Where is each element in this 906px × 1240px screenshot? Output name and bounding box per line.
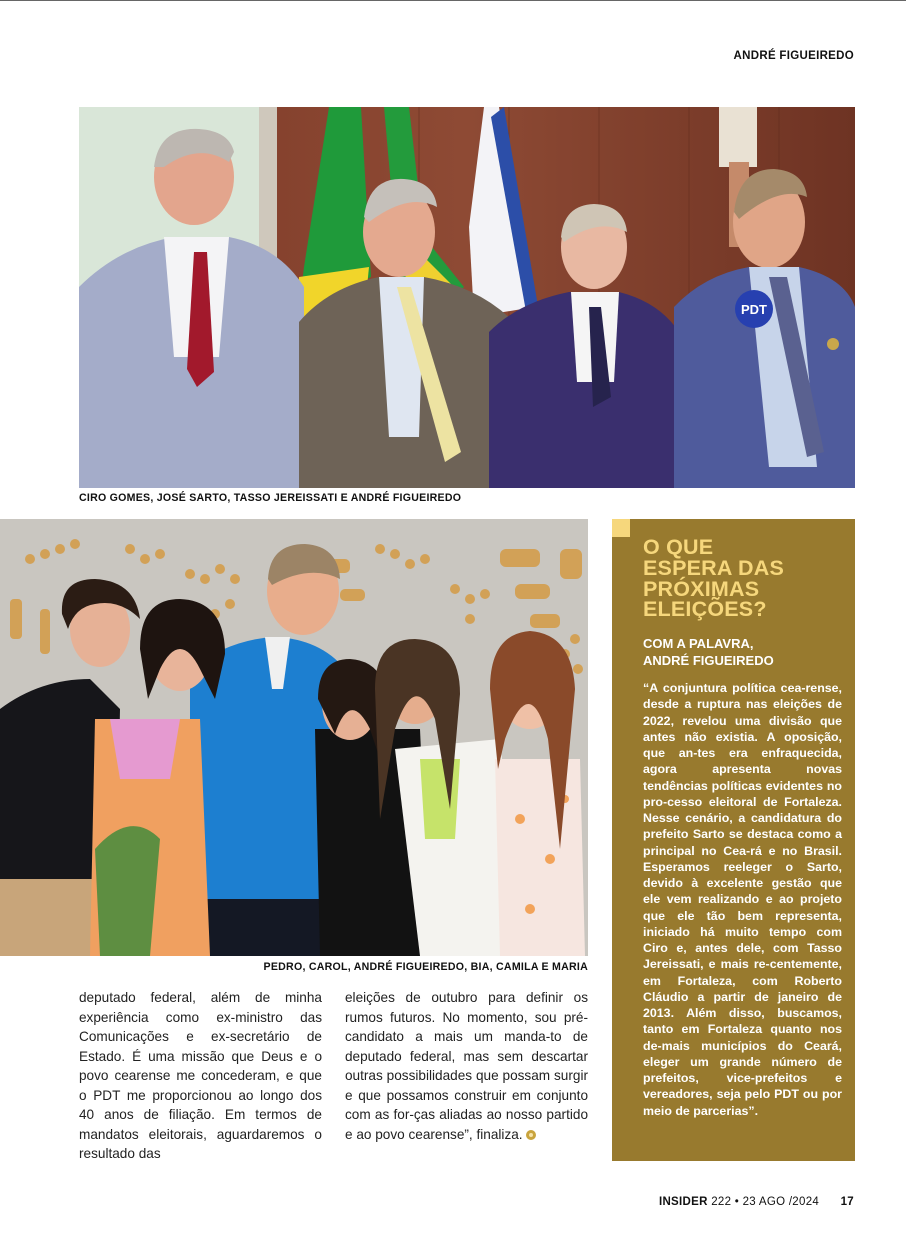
photo-family <box>0 519 588 956</box>
sidebar-title <box>643 537 848 620</box>
caption-family: PEDRO, CAROL, ANDRÉ FIGUEIREDO, BIA, CAMILA E MARIA <box>263 961 588 973</box>
photo-politicians-illustration <box>79 107 855 488</box>
body-column-2-text: eleições de outubro para definir os rumos futuros. No momento, sou pré-candidato a mais um manda-to de deputado federal, mas sem descartar outras possibilidades que possam surgir e que possamos construir em conjunto com as for-ças aliadas ao nosso partido e ao povo cearense”, finaliza. <box>345 990 588 1142</box>
sidebar-title-line: O QUE <box>643 535 714 559</box>
end-of-article-icon <box>526 1130 536 1140</box>
running-head: ANDRÉ FIGUEIREDO <box>733 50 854 62</box>
sidebar-title-line: PRÓXIMAS <box>643 576 760 601</box>
sidebar-quote: “A conjuntura política cea-rense, desde a ruptura nas eleições de 2022, revelou uma divisão que antes não existia. A oposição, que an-tes era enfraquecida, agora apresenta novas tendências políticas evidentes no pro-cesso eleitoral de Fortaleza. Nesse cenário, a candidatura do prefeito Sarto se destaca como a principal no Cea-rá e no Brasil. Esperamos reeleger o Sarto, devido à excelente gestão que ele vem realizando e ao projeto que ele tão bem representa, iniciado há muito tempo com Ciro e, antes dele, com Tasso Jereissati, e mais re-centemente, em Fortaleza, com Roberto Cláudio a partir de janeiro de 2013. Além disso, buscamos, tanto em Fortaleza quanto nos de-mais municípios do Ceará, eleger um grande número de prefeitos, vice-prefeitos e vereadores, seja pelo PDT ou por meio de parcerias”. <box>643 681 842 1118</box>
page-footer <box>659 1196 854 1208</box>
caption-politicians: CIRO GOMES, JOSÉ SARTO, TASSO JEREISSATI E ANDRÉ FIGUEIREDO <box>79 492 462 504</box>
sidebar-box <box>612 519 855 1161</box>
page-border <box>0 0 906 1</box>
page-number: 17 <box>840 1196 854 1208</box>
body-column-2 <box>345 988 588 1144</box>
magazine-name: INSIDER <box>658 1196 708 1208</box>
sidebar-subhead-line: ANDRÉ FIGUEIREDO <box>643 653 774 668</box>
sidebar-subhead-line: COM A PALAVRA, <box>643 636 754 651</box>
photo-politicians <box>79 107 855 488</box>
sidebar-title-line: ELEIÇÕES? <box>643 597 767 622</box>
svg-text:PDT: PDT <box>741 302 767 317</box>
body-column-1: deputado federal, além de minha experiência como ex-ministro das Comunicações e ex-secretário de Estado. É uma missão que Deus e o povo cearense me concederam, e que o PDT me proporcionou ao longo dos 40 anos de filiação. Em termos de mandatos eleitorais, aguardaremos o resultado das <box>79 990 322 1161</box>
corner-accent <box>612 519 630 537</box>
sidebar-subhead <box>643 635 843 669</box>
sidebar-title-line: ESPERA DAS <box>643 555 784 580</box>
issue-info: 222 • 23 AGO /2024 <box>711 1196 820 1208</box>
photo-family-illustration <box>0 519 588 956</box>
